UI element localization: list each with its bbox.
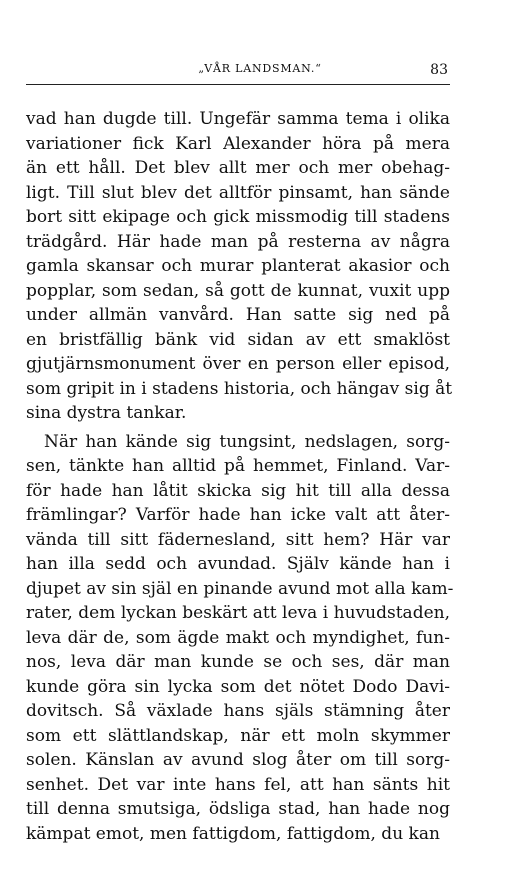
paragraph <box>26 107 453 426</box>
text-line: som gripit in i stadens historia, och hängav sig åt <box>26 378 453 399</box>
text-line: han illa sedd och avundad. Själv kände han i <box>26 554 450 574</box>
text-line: kämpat emot, men fattigdom, fattigdom, du kan <box>26 823 440 844</box>
text-line: som ett slättlandskap, när ett moln skymmer <box>26 725 450 746</box>
text-line: bort sitt ekipage och gick missmodig till stadens <box>26 207 450 227</box>
text-line: sen, tänkte han alltid på hemmet, Finland. Var- <box>26 456 450 476</box>
text-line: leva där de, som ägde makt och myndighet, fun- <box>26 627 450 648</box>
text-line: djupet av sin själ en pinande avund mot alla kam- <box>26 578 454 599</box>
text-line: kunde göra sin lycka som det nötet Dodo Davi- <box>26 676 450 697</box>
text-line: När han kände sig tungsint, nedslagen, sorg- <box>44 431 450 452</box>
text-line: för hade han låtit skicka sig hit till alla dessa <box>26 480 450 501</box>
text-line: solen. Känslan av avund slog åter om till sorg- <box>26 750 450 770</box>
header-rule <box>26 84 450 85</box>
text-line: variationer fick Karl Alexander höra på mera <box>26 133 450 154</box>
running-head: „VÅR LANDSMAN.“ <box>198 62 322 75</box>
text-line: vad han dugde till. Ungefär samma tema i olika <box>26 109 450 129</box>
text-line: senhet. Det var inte hans fel, att han sänts hit <box>26 774 450 795</box>
page-number: 83 <box>430 62 448 78</box>
text-line: en bristfällig bänk vid sidan av ett smaklöst <box>26 329 450 350</box>
text-line: gjutjärnsmonument över en person eller episod, <box>26 354 450 374</box>
text-line: till denna smutsiga, ödsliga stad, han hade nog <box>26 799 450 819</box>
text-line: ligt. Till slut blev det alltför pinsamt, han sände <box>26 182 450 203</box>
paragraph <box>26 430 454 847</box>
text-line: rater, dem lyckan beskärt att leva i huvudstaden, <box>26 603 450 623</box>
text-line: främlingar? Varför hade han icke valt att åter- <box>26 505 450 525</box>
text-line: än ett håll. Det blev allt mer och mer obehag- <box>26 158 450 178</box>
text-line: vända till sitt fädernesland, sitt hem? Här var <box>26 529 450 550</box>
text-line: nos, leva där man kunde se och ses, där man <box>26 652 450 672</box>
text-line: sina dystra tankar. <box>26 403 187 423</box>
text-line: gamla skansar och murar planterat akasior och <box>26 256 450 276</box>
text-line: under allmän vanvård. Han satte sig ned på <box>26 305 450 325</box>
text-line: popplar, som sedan, så gott de kunnat, vuxit upp <box>26 280 450 301</box>
text-line: dovitsch. Så växlade hans själs stämning åter <box>26 701 450 721</box>
page-header <box>0 62 520 80</box>
body-text <box>26 107 454 846</box>
text-line: trädgård. Här hade man på resterna av några <box>26 231 450 252</box>
